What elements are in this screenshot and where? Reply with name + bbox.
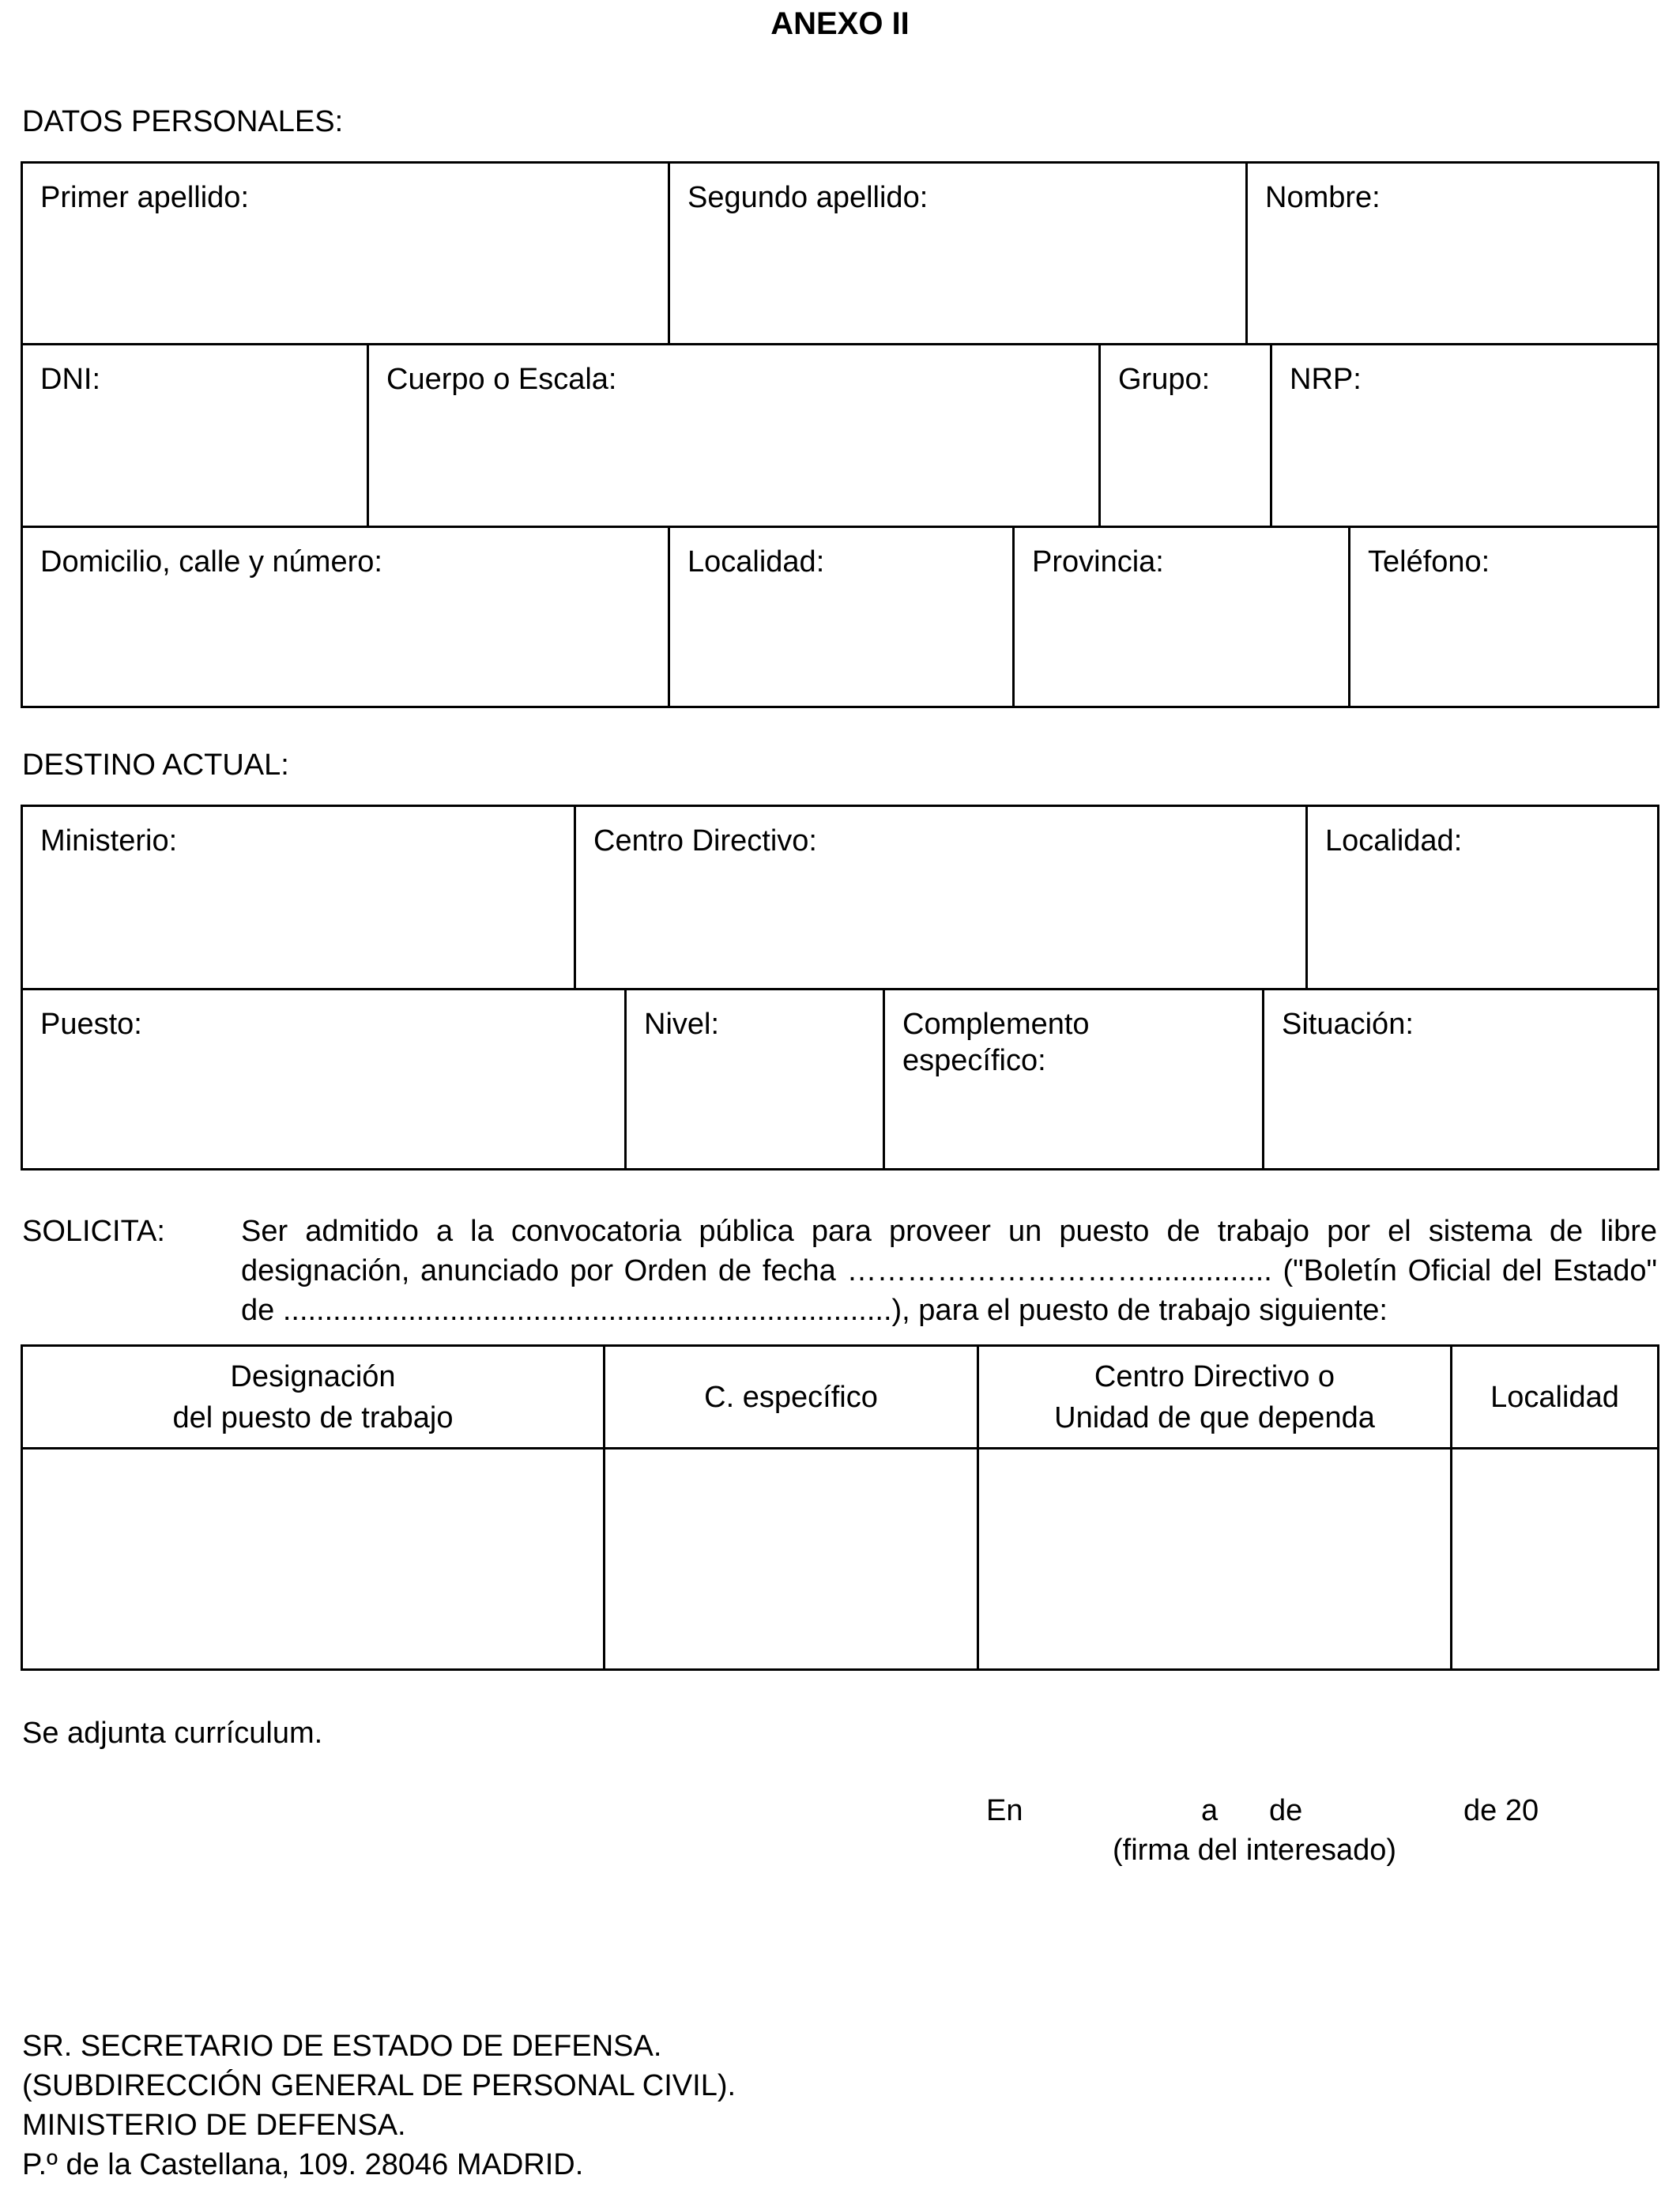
field-domicilio[interactable]: Domicilio, calle y número: [40, 545, 382, 579]
field-telefono[interactable]: Teléfono: [1368, 545, 1490, 579]
input-designacion[interactable] [23, 1449, 603, 1668]
field-nombre[interactable]: Nombre: [1265, 181, 1381, 214]
solicita-text: Ser admitido a la convocatoria pública para proveer un puesto de trabajo por el sistema de libre designación, anunciado por Orden de fecha …………………………............... ("Boletín Oficial del Estado" de .........................................................................), para el puesto de trabajo siguiente: [241, 1215, 1657, 1327]
current-post-table [21, 805, 1659, 1171]
field-segundo-apellido[interactable]: Segundo apellido: [687, 181, 929, 214]
address-line: (SUBDIRECCIÓN GENERAL DE PERSONAL CIVIL). [22, 2069, 736, 2102]
field-localidad[interactable]: Localidad: [687, 545, 825, 579]
column-header-c-especifico: C. específico [704, 1380, 878, 1414]
field-cuerpo-escala[interactable]: Cuerpo o Escala: [386, 363, 617, 396]
field-nrp[interactable]: NRP: [1290, 363, 1362, 396]
signature-de: de [1269, 1794, 1303, 1827]
field-complemento-especifico[interactable]: Complemento específico: [902, 1008, 1090, 1077]
address-line: P.º de la Castellana, 109. 28046 MADRID. [22, 2148, 584, 2181]
signature-a: a [1201, 1794, 1219, 1827]
field-ministerio[interactable]: Ministerio: [40, 824, 178, 858]
input-localidad[interactable] [1452, 1449, 1657, 1668]
current-post-heading: DESTINO ACTUAL: [22, 748, 289, 782]
field-centro-directivo[interactable]: Centro Directivo: [593, 824, 817, 858]
field-dni[interactable]: DNI: [40, 363, 100, 396]
field-nivel[interactable]: Nivel: [644, 1008, 720, 1041]
curriculum-note: Se adjunta currículum. [22, 1717, 323, 1750]
field-provincia[interactable]: Provincia: [1032, 545, 1164, 579]
field-primer-apellido[interactable]: Primer apellido: [40, 181, 249, 214]
signature-de-20: de 20 [1463, 1794, 1539, 1827]
address-line: SR. SECRETARIO DE ESTADO DE DEFENSA. [22, 2030, 662, 2063]
page-title: ANEXO II [770, 6, 910, 41]
input-centro-directivo[interactable] [979, 1449, 1450, 1668]
personal-data-heading: DATOS PERSONALES: [22, 105, 344, 138]
column-header-localidad: Localidad [1490, 1380, 1619, 1414]
signature-firma: (firma del interesado) [1113, 1834, 1397, 1867]
address-line: MINISTERIO DE DEFENSA. [22, 2109, 406, 2142]
input-c-especifico[interactable] [605, 1449, 977, 1668]
field-localidad-destino[interactable]: Localidad: [1325, 824, 1463, 858]
solicita-label: SOLICITA: [22, 1215, 165, 1248]
jobs-table [21, 1344, 1659, 1671]
column-header-designacion: Designación del puesto de trabajo [172, 1359, 454, 1434]
personal-data-table [21, 161, 1659, 708]
column-header-centro-directivo: Centro Directivo o Unidad de que dependa [1054, 1359, 1375, 1434]
field-grupo[interactable]: Grupo: [1118, 363, 1211, 396]
signature-en: En [986, 1794, 1023, 1827]
field-puesto[interactable]: Puesto: [40, 1008, 142, 1041]
field-situacion[interactable]: Situación: [1282, 1008, 1414, 1041]
